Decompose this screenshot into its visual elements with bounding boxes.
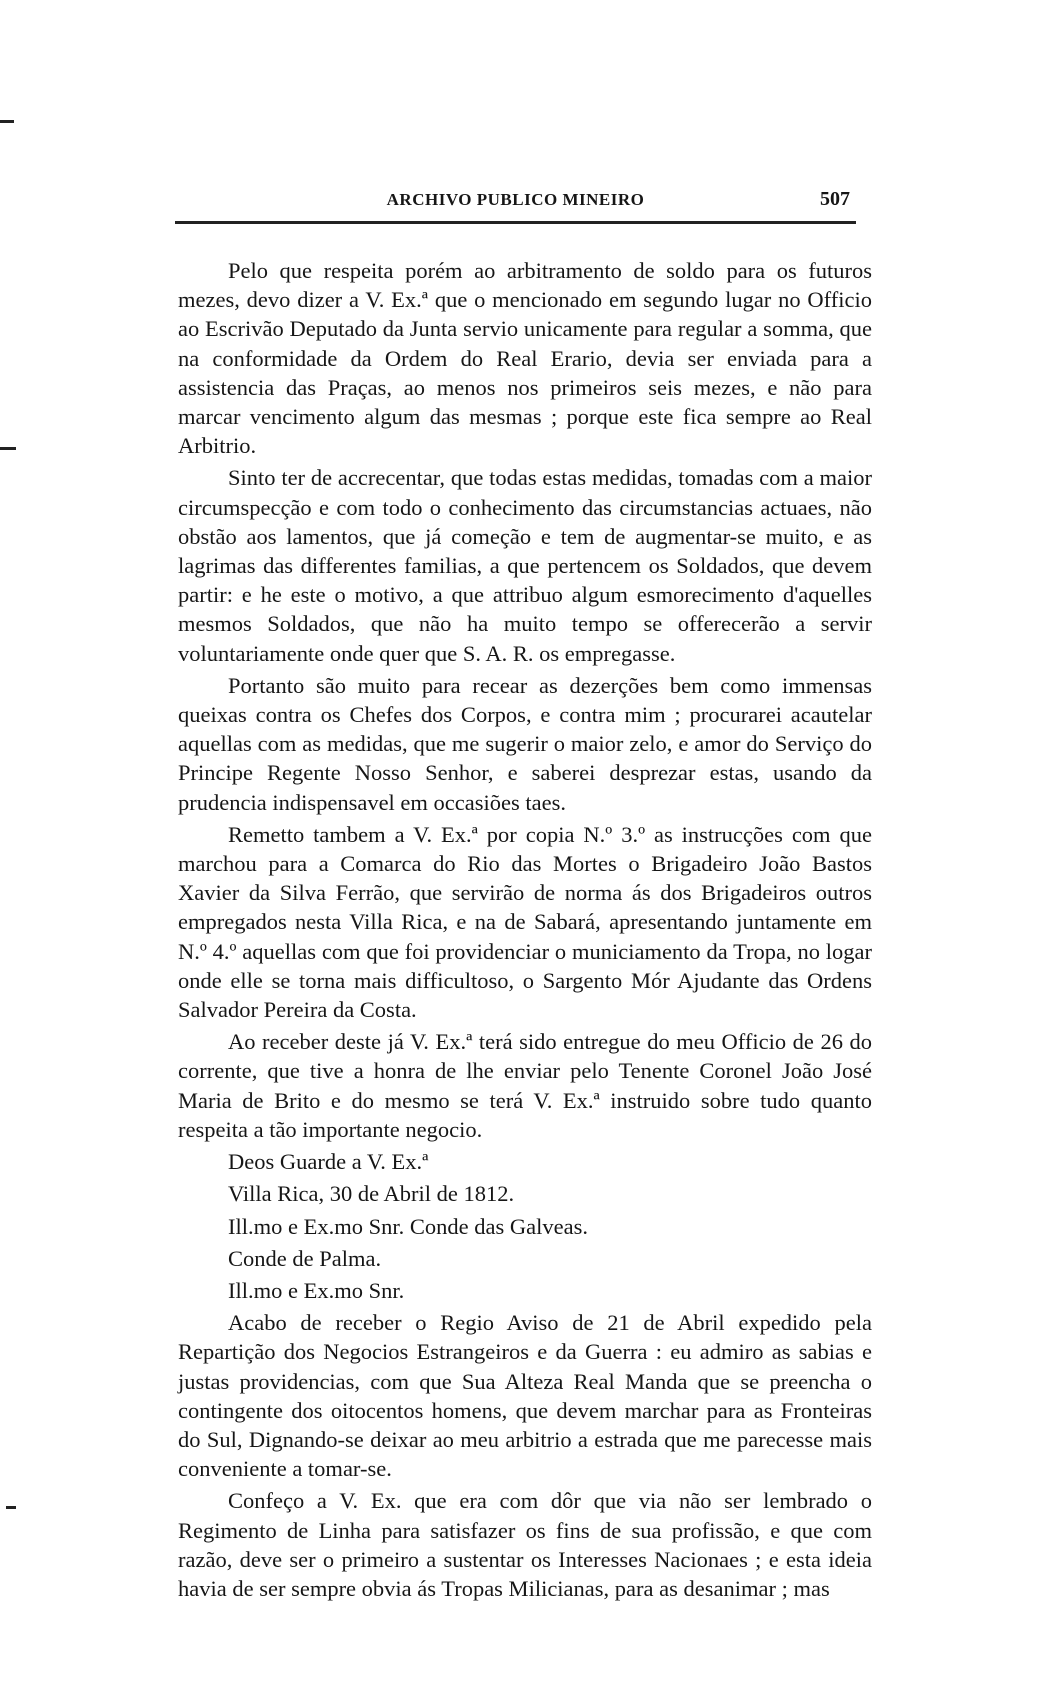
scan-edge-mark [0,120,14,123]
paragraph: Portanto são muito para recear as dezerções bem como immensas queixas contra os Chefes dos Corpos, e contra mim ; procurarei acautelar aquellas com as medidas, que me sugerir o maior zelo, e amor do Serviço do Principe Regente Nosso Senhor, e saberei desprezar estas, usando da prudencia indispensavel em occasiões taes. [178,672,872,815]
header-rule [175,221,856,224]
text-body [178,256,872,1606]
paragraph: Ao receber deste já V. Ex.ª terá sido entregue do meu Officio de 26 do corrente, que tive a honra de lhe enviar pelo Tenente Coronel João José Maria de Brito e do mesmo se terá V. Ex.ª instruido sobre tudo quanto respeita a tão importante negocio. [178,1029,872,1142]
scan-edge-mark [6,1506,16,1509]
paragraph: Pelo que respeita porém ao arbitramento de soldo para os futuros mezes, devo dizer a V. Ex.ª que o mencionado em segundo lugar no Officio ao Escrivão Deputado da Junta servio unicamente para regular a somma, que na conformidade da Ordem do Real Erario, devia ser enviada para a assistencia das Praças, ao menos nos primeiros seis mezes, e não para marcar vencimento algum das mesmas ; porque este fica sempre ao Real Arbitrio. [178,258,872,459]
paragraph: Sinto ter de accrecentar, que todas estas medidas, tomadas com a maior circumspecção e com todo o conhecimento das circumstancias actuaes, não obstão aos lamentos, que já começão e tem de augmentar-se muito, e as lagrimas das differentes familias, a que pertencem os Soldados, que devem partir: e he este o motivo, a que attribuo algum esmorecimento d'aquelles mesmos Soldados, que não ha muito tempo se offerecerão a servir voluntariamente onde quer que S. A. R. os empregasse. [178,465,872,666]
closing-line: Ill.mo e Ex.mo Snr. [228,1277,405,1303]
paragraph: Remetto tambem a V. Ex.ª por copia N.º 3.º as instrucções com que marchou para a Comarca do Rio das Mortes o Brigadeiro João Bastos Xavier da Silva Ferrão, que servirão de norma ás dos Brigadeiros outros empregados nesta Villa Rica, e na de Sabará, apresentando juntamente em N.º 4.º aquellas com que foi providenciar o municiamento da Tropa, no logar onde elle se torna mais difficultoso, o Sargento Mór Ajudante das Ordens Salvador Pereira da Costa. [178,821,872,1023]
paragraph: Confeço a V. Ex. que era com dôr que via não ser lembrado o Regimento de Linha para satisfazer os fins de sua profissão, e que com razão, deve ser o primeiro a sustentar os Interesses Nacionaes ; e esta ideia havia de ser sempre obvia ás Tropas Milicianas, para as desanimar ; mas [178,1488,872,1601]
paragraph: Acabo de receber o Regio Aviso de 21 de Abril expedido pela Repartição dos Negocios Estrangeiros e da Guerra : eu admiro as sabias e justas providencias, com que Sua Alteza Real Manda que se preencha o contingente dos oitocentos homens, que devem marchar para as Fronteiras do Sul, Dignando-se deixar ao meu arbitrio a estrada que me parecesse mais conveniente a tomar-se. [178,1310,872,1482]
running-header [175,186,856,216]
signature: Conde de Palma. [228,1245,382,1271]
page-number: 507 [820,188,850,210]
closing-line: Deos Guarde a V. Ex.ª [228,1149,429,1175]
running-title: ARCHIVO PUBLICO MINEIRO [386,190,645,209]
closing-line: Villa Rica, 30 de Abril de 1812. [228,1181,515,1207]
closing-line: Ill.mo e Ex.mo Snr. Conde das Galveas. [228,1213,588,1239]
scan-edge-mark [0,447,16,450]
